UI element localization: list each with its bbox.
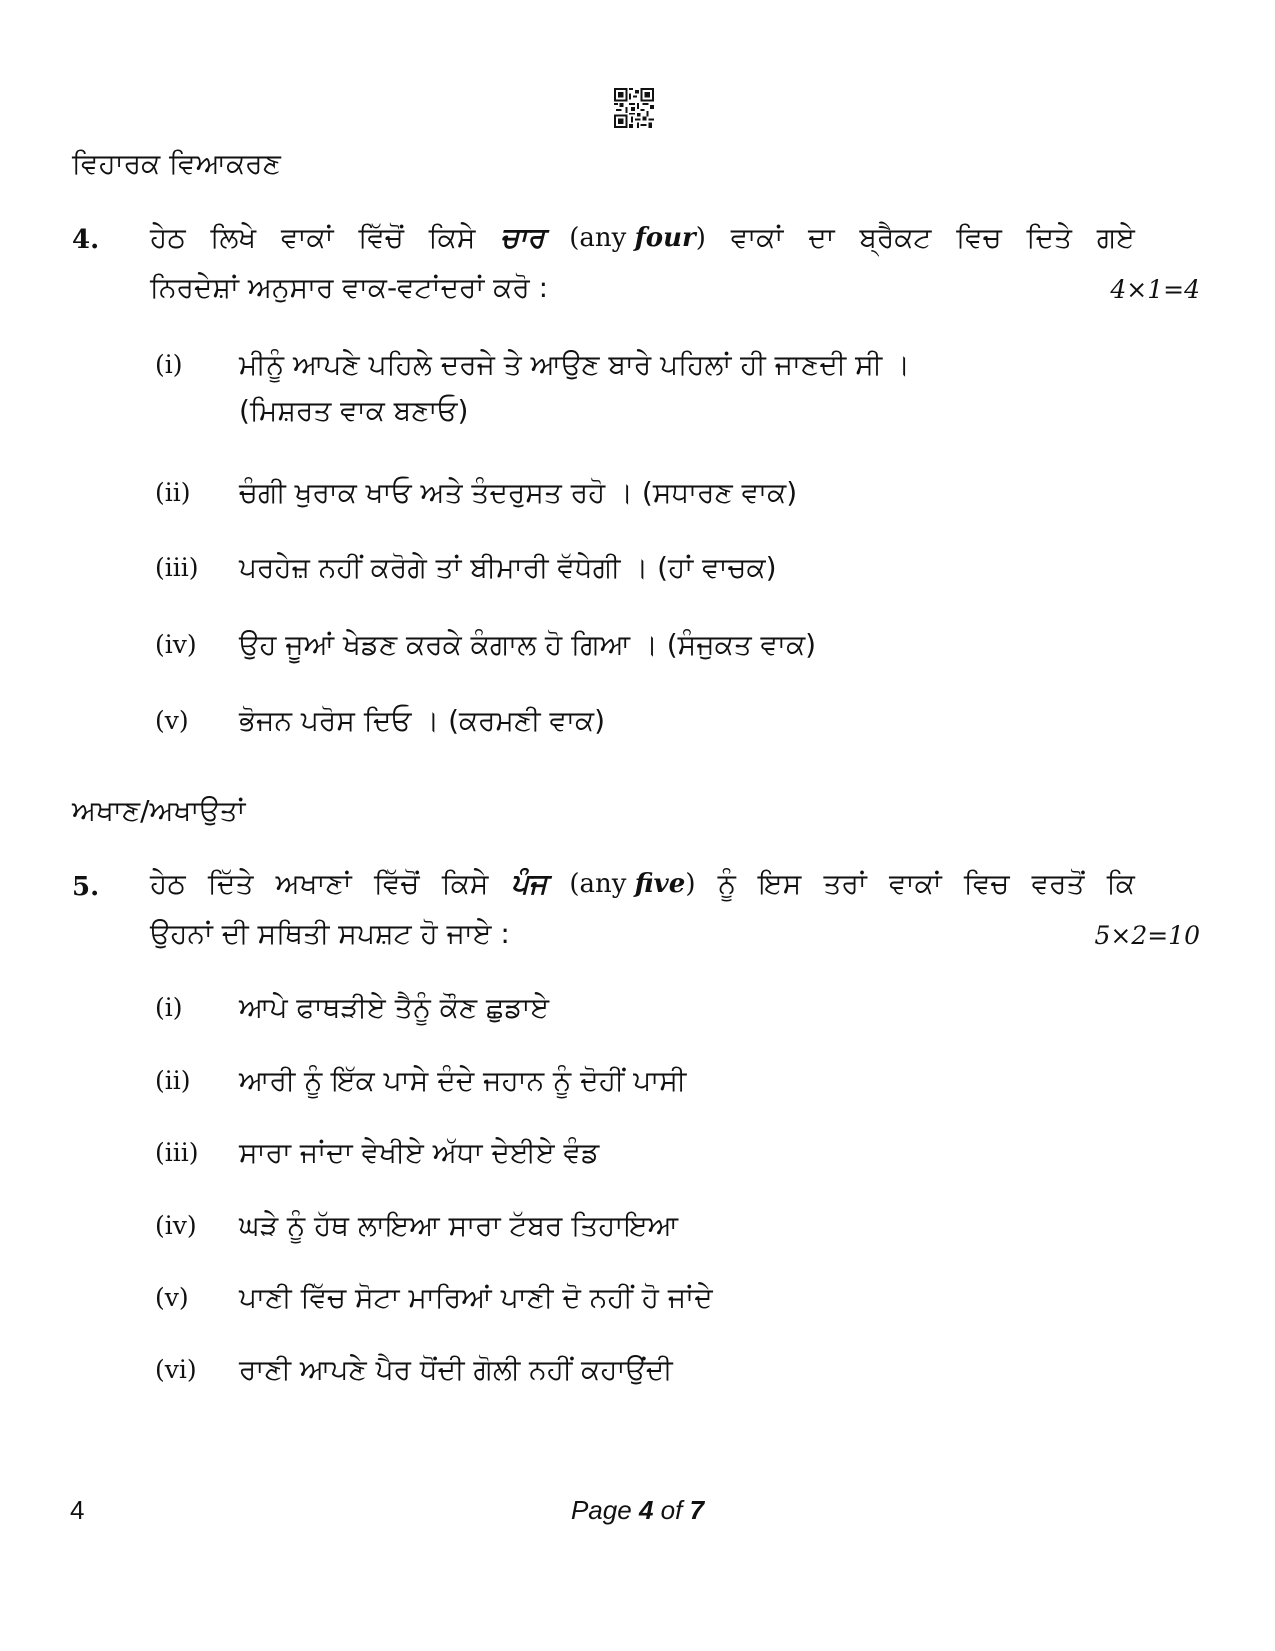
english-count — [569, 864, 695, 904]
item-label: (iii) — [155, 553, 199, 582]
item-text — [239, 622, 1135, 668]
word: ਕਿ — [1106, 867, 1135, 900]
question-5-line-2: ਉਹਨਾਂ ਦੀ ਸਥਿਤੀ ਸਪਸ਼ਟ ਹੋ ਜਾਏ : — [150, 917, 510, 950]
page-of: of — [660, 1495, 683, 1525]
footer-page-indicator — [0, 1493, 1275, 1527]
word: ਵਿੱਚੋਂ — [373, 867, 420, 900]
item-label: (i) — [155, 350, 183, 379]
page-prefix: Page — [570, 1495, 632, 1525]
word: ਕਿਸੇ — [428, 221, 476, 254]
question-number: 4. — [72, 225, 100, 255]
item-label: (v) — [155, 1283, 189, 1312]
en-count-word: four — [634, 223, 696, 253]
word: ਹੇਠ — [150, 867, 186, 900]
footer-page-number: 4 — [70, 1495, 85, 1525]
qr-code-icon — [614, 88, 654, 128]
marks-allocation: 5×2=10 — [1094, 921, 1200, 950]
item-text — [239, 1058, 1135, 1104]
word: ਕਿਸੇ — [441, 867, 489, 900]
item-text — [239, 1275, 1135, 1321]
question-4-line-1 — [150, 218, 1135, 258]
list-item — [155, 622, 1135, 672]
en-prefix: (any — [569, 869, 627, 899]
en-suffix: ) — [695, 223, 706, 253]
item-label: (vi) — [155, 1355, 197, 1384]
item-text — [239, 545, 1135, 591]
word: ਨੂੰ — [717, 867, 736, 900]
item-label: (ii) — [155, 1066, 191, 1095]
word: ਵਿੱਚੋਂ — [358, 221, 404, 254]
item-label: (iv) — [155, 1211, 197, 1240]
list-item — [155, 698, 1135, 748]
word: ਵਿਚ — [963, 867, 1010, 900]
list-item — [155, 545, 1135, 595]
item-text — [239, 985, 1135, 1031]
word: ਬ੍ਰੈਕਟ — [859, 221, 932, 254]
en-count-word: five — [634, 869, 686, 899]
item-text — [239, 470, 1135, 516]
word: ਤਰਾਂ — [823, 867, 867, 900]
word: ਦਿਤੇ — [1026, 221, 1072, 254]
question-number: 5. — [72, 872, 100, 902]
page-current: 4 — [638, 1495, 654, 1525]
word: ਲਿਖੇ — [210, 221, 257, 254]
item-label: (iii) — [155, 1138, 199, 1167]
page-total: 7 — [689, 1495, 705, 1525]
item-text — [239, 342, 1135, 434]
item-line: ਸਾਰਾ ਜਾਂਦਾ ਵੇਖੀਏ ਅੱਧਾ ਦੇਈਏ ਵੰਡ — [239, 1136, 600, 1169]
item-text — [239, 698, 1135, 744]
item-line: ਪਾਣੀ ਵਿੱਚ ਸੋਟਾ ਮਾਰਿਆਂ ਪਾਣੀ ਦੋ ਨਹੀਂ ਹੋ ਜਾਂਦੇ — [239, 1281, 713, 1314]
item-line: ਭੋਜਨ ਪਰੋਸ ਦਿਓ । (ਕਰਮਣੀ ਵਾਕ) — [239, 704, 606, 737]
item-line: ਮੀਨੂੰ ਆਪਣੇ ਪਹਿਲੇ ਦਰਜੇ ਤੇ ਆਉਣ ਬਾਰੇ ਪਹਿਲਾਂ ਹੀ ਜਾਣਦੀ ਸੀ । — [239, 348, 910, 381]
item-label: (v) — [155, 706, 189, 735]
marks-allocation: 4×1=4 — [1110, 275, 1200, 304]
section-heading-akhan: ਅਖਾਣ/ਅਖਾਉਤਾਂ — [72, 794, 246, 827]
list-item — [155, 985, 1135, 1035]
question-4-line-2: ਨਿਰਦੇਸ਼ਾਂ ਅਨੁਸਾਰ ਵਾਕ-ਵਟਾਂਦਰਾਂ ਕਰੋ : — [150, 271, 549, 304]
word: ਵਿਚ — [956, 221, 1002, 254]
word: ਹੇਠ — [150, 221, 186, 254]
english-count — [569, 218, 706, 258]
item-text — [239, 1130, 1135, 1176]
item-text — [239, 1347, 1135, 1393]
word: ਵਾਕਾਂ — [280, 221, 334, 254]
item-line: ਰਾਣੀ ਆਪਣੇ ਪੈਰ ਧੋਂਦੀ ਗੋਲੀ ਨਹੀਂ ਕਹਾਉਂਦੀ — [239, 1353, 673, 1386]
word: ਵਾਕਾਂ — [889, 867, 942, 900]
item-label: (iv) — [155, 630, 197, 659]
question-5-line-1 — [150, 864, 1135, 904]
word: ਦਿੱਤੇ — [207, 867, 254, 900]
item-label: (ii) — [155, 478, 191, 507]
list-item — [155, 1203, 1135, 1253]
word: ਇਸ — [758, 867, 802, 900]
item-line: ਆਰੀ ਨੂੰ ਇੱਕ ਪਾਸੇ ਦੰਦੇ ਜਹਾਨ ਨੂੰ ਦੋਹੀਂ ਪਾਸੀ — [239, 1064, 687, 1097]
item-label: (i) — [155, 993, 183, 1022]
item-line: ਉਹ ਜੂਆਂ ਖੇਡਣ ਕਰਕੇ ਕੰਗਾਲ ਹੋ ਗਿਆ । (ਸੰਜੁਕਤ ਵਾਕ) — [239, 628, 817, 661]
word: ਵਰਤੋਂ — [1031, 867, 1085, 900]
word: ਵਾਕਾਂ — [730, 221, 784, 254]
item-line: ਪਰਹੇਜ਼ ਨਹੀਂ ਕਰੋਗੇ ਤਾਂ ਬੀਮਾਰੀ ਵੱਧੇਗੀ । (ਹਾਂ ਵਾਚਕ) — [239, 551, 777, 584]
word: ਅਖਾਣਾਂ — [275, 867, 352, 900]
item-line: ਚੰਗੀ ਖੁਰਾਕ ਖਾਓ ਅਤੇ ਤੰਦਰੁਸਤ ਰਹੋ । (ਸਧਾਰਣ ਵਾਕ) — [239, 476, 798, 509]
list-item — [155, 342, 1135, 427]
list-item — [155, 1275, 1135, 1325]
item-text — [239, 1203, 1135, 1249]
item-line: ਘੜੇ ਨੂੰ ਹੱਥ ਲਾਇਆ ਸਾਰਾ ਟੱਬਰ ਤਿਹਾਇਆ — [239, 1209, 679, 1242]
list-item — [155, 1058, 1135, 1108]
list-item — [155, 1130, 1135, 1180]
word: ਗਏ — [1096, 221, 1135, 254]
en-suffix: ) — [685, 869, 696, 899]
en-prefix: (any — [569, 223, 627, 253]
item-line: ਆਪੇ ਫਾਥੜੀਏ ਤੈਨੂੰ ਕੌਣ ਛੁਡਾਏ — [239, 991, 550, 1024]
list-item — [155, 470, 1135, 520]
section-heading-vyavharak-vyakaran: ਵਿਹਾਰਕ ਵਿਆਕਰਣ — [72, 147, 281, 180]
emphasis-count: ਚਾਰ — [500, 221, 545, 254]
list-item — [155, 1347, 1135, 1397]
emphasis-count: ਪੰਜ — [510, 867, 548, 900]
item-line: (ਮਿਸ਼ਰਤ ਵਾਕ ਬਣਾਓ) — [239, 394, 469, 427]
word: ਦਾ — [808, 221, 835, 254]
